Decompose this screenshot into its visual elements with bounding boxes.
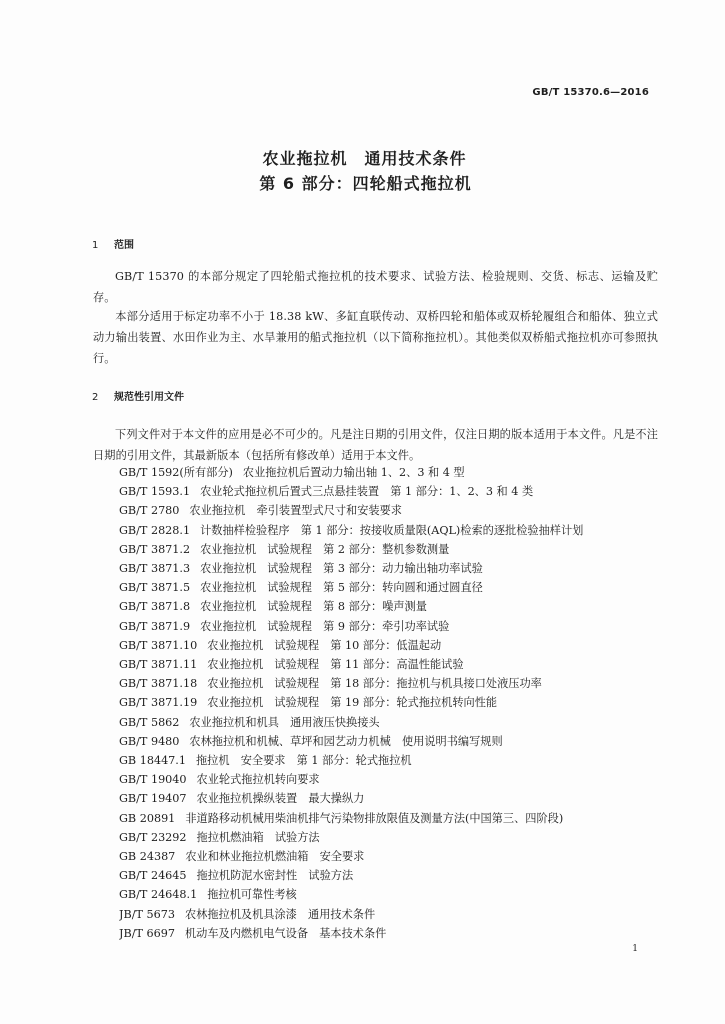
- reference-code: GB/T 3871.9: [119, 619, 191, 633]
- reference-title: 非道路移动机械用柴油机排气污染物排放限值及测量方法(中国第三、四阶段): [185, 811, 564, 825]
- paragraph-text: 本部分适用于标定功率不小于 18.38 kW、多缸直联传动、双桥四轮和船体或双桥轮履组合和船体、独立式动力输出装置、水田作业为主、水旱兼用的船式拖拉机（以下简称拖拉机）。其他类似双桥船式拖拉机亦可参照执行。: [93, 310, 658, 365]
- reference-item: [119, 578, 659, 597]
- reference-item: [119, 885, 659, 904]
- reference-code: JB/T 6697: [119, 926, 175, 940]
- reference-code: GB/T 19040: [119, 773, 187, 787]
- reference-code: GB/T 23292: [119, 830, 187, 844]
- document-title: [0, 146, 725, 196]
- reference-item: [119, 617, 659, 636]
- scope-paragraph-2: [93, 306, 658, 369]
- reference-code: GB 20891: [119, 811, 176, 825]
- reference-title: 农业拖拉机 试验规程 第 19 部分：轮式拖拉机转向性能: [207, 696, 498, 710]
- reference-code: GB/T 9480: [119, 734, 180, 748]
- reference-item: [119, 597, 659, 616]
- reference-list: [119, 463, 659, 943]
- reference-item: [119, 501, 659, 520]
- reference-item: [119, 540, 659, 559]
- reference-title: 农业轮式拖拉机转向要求: [196, 773, 320, 787]
- paragraph-text: GB/T 15370 的本部分规定了四轮船式拖拉机的技术要求、试验方法、检验规则、交货、标志、运输及贮存。: [93, 270, 658, 304]
- section-title: 范围: [114, 240, 134, 251]
- reference-item: [119, 828, 659, 847]
- reference-title: 机动车及内燃机电气设备 基本技术条件: [184, 926, 387, 940]
- reference-code: GB/T 1593.1: [119, 485, 191, 499]
- reference-title: 计数抽样检验程序 第 1 部分：按接收质量限(AQL)检索的逐批检验抽样计划: [200, 523, 584, 537]
- section-number: 1: [92, 240, 99, 251]
- reference-title: 拖拉机 安全要求 第 1 部分：轮式拖拉机: [195, 754, 412, 768]
- reference-code: GB/T 19407: [119, 792, 187, 806]
- reference-item: [119, 866, 659, 885]
- reference-code: GB/T 3871.18: [119, 677, 198, 691]
- reference-item: [119, 809, 659, 828]
- reference-title: 拖拉机可靠性考核: [207, 888, 297, 902]
- reference-code: GB/T 3871.3: [119, 562, 191, 576]
- reference-code: GB/T 3871.10: [119, 638, 198, 652]
- reference-title: 农业和林业拖拉机燃油箱 安全要求: [185, 850, 365, 864]
- reference-title: 农业拖拉机 试验规程 第 3 部分：动力输出轴功率试验: [200, 562, 483, 576]
- reference-title: 农业拖拉机 试验规程 第 5 部分：转向圆和通过圆直径: [200, 581, 483, 595]
- reference-item: [119, 463, 659, 482]
- reference-title: 农业拖拉机后置动力输出轴 1、2、3 和 4 型: [242, 466, 465, 479]
- reference-item: [119, 559, 659, 578]
- reference-item: [119, 732, 659, 751]
- section-heading-scope: [92, 236, 134, 251]
- reference-code: GB/T 3871.5: [119, 581, 191, 595]
- references-intro: [93, 424, 658, 466]
- reference-title: 农业拖拉机 牵引装置型式尺寸和安装要求: [189, 504, 402, 518]
- page-number: 1: [632, 944, 638, 954]
- reference-title: 拖拉机防泥水密封性 试验方法: [196, 869, 354, 883]
- reference-item: [119, 636, 659, 655]
- reference-item: [119, 693, 659, 712]
- reference-title: 拖拉机燃油箱 试验方法: [196, 830, 320, 844]
- reference-title: 农林拖拉机和机械、草坪和园艺动力机械 使用说明书编写规则: [189, 734, 503, 748]
- reference-item: [119, 905, 659, 924]
- reference-code: GB/T 3871.19: [119, 696, 198, 710]
- reference-code: GB 24387: [119, 850, 176, 864]
- reference-item: [119, 713, 659, 732]
- standard-code: GB/T 15370.6—2016: [532, 87, 649, 98]
- reference-item: [119, 924, 659, 943]
- reference-title: 农业拖拉机 试验规程 第 8 部分：噪声测量: [200, 600, 427, 614]
- reference-title: 农业拖拉机 试验规程 第 10 部分：低温起动: [207, 638, 442, 652]
- reference-code: GB/T 24645: [119, 869, 187, 883]
- reference-item: [119, 789, 659, 808]
- reference-code: GB/T 2780: [119, 504, 180, 518]
- reference-code: GB/T 3871.8: [119, 600, 191, 614]
- title-line-2: 第 6 部分：四轮船式拖拉机: [259, 174, 472, 193]
- scope-paragraph-1: [93, 266, 658, 308]
- reference-title: 农业拖拉机 试验规程 第 11 部分：高温性能试验: [207, 658, 464, 672]
- reference-item: [119, 751, 659, 770]
- reference-code: GB/T 1592(所有部分): [119, 466, 233, 479]
- reference-item: [119, 655, 659, 674]
- reference-code: GB/T 2828.1: [119, 523, 191, 537]
- section-title: 规范性引用文件: [114, 392, 184, 403]
- reference-title: 农业轮式拖拉机后置式三点悬挂装置 第 1 部分：1、2、3 和 4 类: [200, 485, 534, 499]
- reference-title: 农业拖拉机 试验规程 第 18 部分：拖拉机与机具接口处液压功率: [207, 677, 542, 691]
- reference-item: [119, 482, 659, 501]
- reference-item: [119, 674, 659, 693]
- reference-code: GB/T 3871.2: [119, 542, 191, 556]
- reference-title: 农业拖拉机操纵装置 最大操纵力: [196, 792, 365, 806]
- reference-item: [119, 847, 659, 866]
- section-number: 2: [92, 392, 99, 403]
- reference-item: [119, 521, 659, 540]
- reference-code: GB 18447.1: [119, 754, 186, 768]
- reference-code: JB/T 5673: [119, 907, 175, 921]
- paragraph-text: 下列文件对于本文件的应用是必不可少的。凡是注日期的引用文件，仅注日期的版本适用于本文件。凡是不注日期的引用文件，其最新版本（包括所有修改单）适用于本文件。: [93, 428, 658, 462]
- reference-code: GB/T 3871.11: [119, 658, 198, 672]
- title-line-1: 农业拖拉机 通用技术条件: [262, 149, 467, 168]
- reference-title: 农业拖拉机 试验规程 第 2 部分：整机参数测量: [200, 542, 450, 556]
- reference-code: GB/T 5862: [119, 715, 180, 729]
- reference-item: [119, 770, 659, 789]
- reference-code: GB/T 24648.1: [119, 888, 198, 902]
- reference-title: 农业拖拉机和机具 通用液压快换接头: [189, 715, 380, 729]
- section-heading-references: [92, 388, 184, 403]
- reference-title: 农业拖拉机 试验规程 第 9 部分：牵引功率试验: [200, 619, 450, 633]
- reference-title: 农林拖拉机及机具涂漆 通用技术条件: [184, 907, 376, 921]
